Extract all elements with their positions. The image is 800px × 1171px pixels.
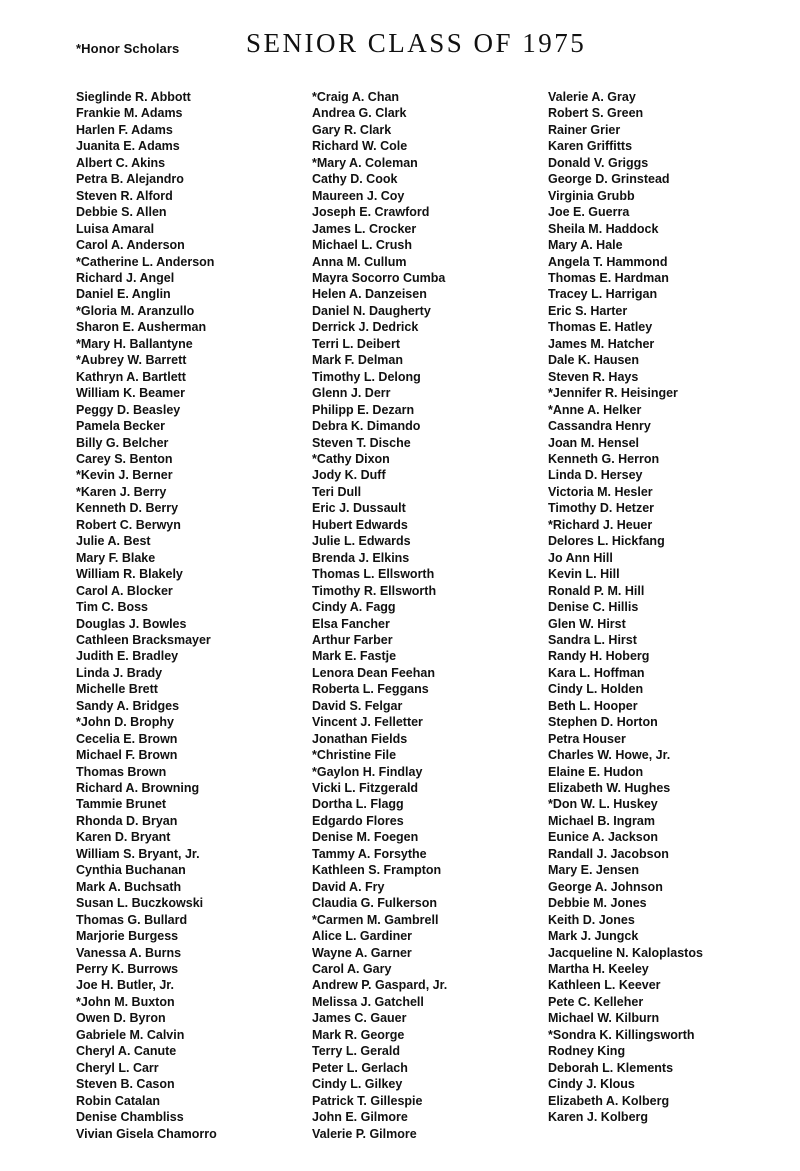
student-name: Steven R. Alford bbox=[76, 188, 173, 203]
student-name: Thomas E. Hardman bbox=[548, 270, 669, 285]
student-name: Joe H. Butler, Jr. bbox=[76, 978, 174, 993]
student-name: Mayra Socorro Cumba bbox=[312, 270, 446, 285]
student-name: *Sondra K. Killingsworth bbox=[548, 1027, 695, 1042]
student-name: Jo Ann Hill bbox=[548, 550, 613, 565]
page-title: SENIOR CLASS OF 1975 bbox=[246, 28, 587, 58]
honor-scholars-note: *Honor Scholars bbox=[76, 41, 180, 56]
student-name: *Gloria M. Aranzullo bbox=[76, 303, 195, 318]
student-name: Kathryn A. Bartlett bbox=[76, 369, 186, 384]
student-name: Carey S. Benton bbox=[76, 451, 173, 466]
student-name: Daniel N. Daugherty bbox=[312, 303, 431, 318]
student-name: James L. Crocker bbox=[312, 221, 417, 236]
student-name: Debbie M. Jones bbox=[548, 896, 647, 911]
student-name: Eric J. Dussault bbox=[312, 501, 406, 516]
student-name: Vanessa A. Burns bbox=[76, 945, 182, 960]
student-name: Edgardo Flores bbox=[312, 813, 404, 828]
student-name: Keith D. Jones bbox=[548, 912, 635, 927]
student-name: Virginia Grubb bbox=[548, 188, 635, 203]
student-name: Maureen J. Coy bbox=[312, 188, 405, 203]
student-name: Peggy D. Beasley bbox=[76, 402, 181, 417]
student-name: Kenneth D. Berry bbox=[76, 501, 179, 516]
student-name: Derrick J. Dedrick bbox=[312, 320, 419, 335]
student-name: Sieglinde R. Abbott bbox=[76, 90, 191, 104]
student-name: Thomas G. Bullard bbox=[76, 912, 188, 927]
student-name: Susan L. Buczkowski bbox=[76, 896, 204, 911]
student-name: Carol A. Gary bbox=[312, 962, 392, 977]
student-name: Cassandra Henry bbox=[548, 419, 651, 434]
student-name: Glen W. Hirst bbox=[548, 616, 626, 631]
student-name: Sharon E. Ausherman bbox=[76, 320, 207, 335]
student-name: *Mary A. Coleman bbox=[312, 155, 418, 170]
student-name: Thomas L. Ellsworth bbox=[312, 567, 435, 582]
student-name: Cindy J. Klous bbox=[548, 1077, 635, 1092]
student-name: Richard J. Angel bbox=[76, 270, 175, 285]
student-name: Patrick T. Gillespie bbox=[312, 1093, 423, 1108]
student-name: Linda D. Hersey bbox=[548, 468, 643, 483]
student-name: Daniel E. Anglin bbox=[76, 287, 171, 302]
student-name: Luisa Amaral bbox=[76, 221, 155, 236]
student-name: James M. Hatcher bbox=[548, 336, 655, 351]
student-name: Julie A. Best bbox=[76, 534, 151, 549]
student-name: Marjorie Burgess bbox=[76, 929, 179, 944]
student-name: Mark F. Delman bbox=[312, 353, 404, 368]
student-name: *Craig A. Chan bbox=[312, 90, 400, 104]
student-name: Steven B. Cason bbox=[76, 1077, 175, 1092]
student-name: Wayne A. Garner bbox=[312, 945, 412, 960]
student-name: Donald V. Griggs bbox=[548, 155, 649, 170]
name-column-3 bbox=[548, 89, 703, 1126]
student-name: Mark J. Jungck bbox=[548, 929, 639, 944]
student-name: Carol A. Anderson bbox=[76, 238, 185, 253]
student-name: Linda J. Brady bbox=[76, 665, 163, 680]
student-name: Tammie Brunet bbox=[76, 797, 167, 812]
student-name: William R. Blakely bbox=[76, 567, 183, 582]
student-name: Terry L. Gerald bbox=[312, 1044, 400, 1059]
student-name: Lenora Dean Feehan bbox=[312, 665, 435, 680]
student-name: Vicki L. Fitzgerald bbox=[312, 781, 419, 796]
student-name: Steven T. Dische bbox=[312, 435, 411, 450]
student-name: Charles W. Howe, Jr. bbox=[548, 748, 671, 763]
student-name: Mark R. George bbox=[312, 1027, 405, 1042]
student-name: George A. Johnson bbox=[548, 879, 663, 894]
student-name: Jacqueline N. Kaloplastos bbox=[548, 945, 703, 960]
student-name: Perry K. Burrows bbox=[76, 962, 179, 977]
student-name: Timothy D. Hetzer bbox=[548, 501, 655, 516]
student-name: Peter L. Gerlach bbox=[312, 1060, 408, 1075]
student-name: Cathleen Bracksmayer bbox=[76, 632, 211, 647]
student-name: *Carmen M. Gambrell bbox=[312, 912, 439, 927]
student-name: Cindy L. Gilkey bbox=[312, 1077, 403, 1092]
student-name: *Kevin J. Berner bbox=[76, 468, 173, 483]
student-name: Robert C. Berwyn bbox=[76, 517, 181, 532]
student-name: Helen A. Danzeisen bbox=[312, 287, 427, 302]
student-name: Andrea G. Clark bbox=[312, 106, 407, 121]
student-name: Anna M. Cullum bbox=[312, 254, 407, 269]
student-name: Carol A. Blocker bbox=[76, 583, 173, 598]
student-name: Ronald P. M. Hill bbox=[548, 583, 645, 598]
name-column-1 bbox=[76, 89, 217, 1142]
student-name: Petra Houser bbox=[548, 731, 626, 746]
student-name: *Aubrey W. Barrett bbox=[76, 353, 187, 368]
student-name: Roberta L. Feggans bbox=[312, 682, 429, 697]
student-name: Mary F. Blake bbox=[76, 550, 156, 565]
student-name: Melissa J. Gatchell bbox=[312, 994, 424, 1009]
student-name: George D. Grinstead bbox=[548, 172, 670, 187]
student-name: *Anne A. Helker bbox=[548, 402, 642, 417]
student-name: Judith E. Bradley bbox=[76, 649, 179, 664]
student-name: Teri Dull bbox=[312, 484, 362, 499]
student-name: Kara L. Hoffman bbox=[548, 665, 645, 680]
student-name: Albert C. Akins bbox=[76, 155, 166, 170]
student-name: Rodney King bbox=[548, 1044, 626, 1059]
student-name: Elizabeth A. Kolberg bbox=[548, 1093, 670, 1108]
student-name: *John M. Buxton bbox=[76, 994, 175, 1009]
student-name: Dortha L. Flagg bbox=[312, 797, 404, 812]
student-name: *Karen J. Berry bbox=[76, 484, 167, 499]
student-name: Valerie P. Gilmore bbox=[312, 1126, 417, 1141]
student-name: Karen J. Kolberg bbox=[548, 1110, 649, 1125]
student-name: Joe E. Guerra bbox=[548, 205, 630, 220]
student-name: Steven R. Hays bbox=[548, 369, 639, 384]
student-name: Timothy L. Delong bbox=[312, 369, 421, 384]
student-name: Billy G. Belcher bbox=[76, 435, 169, 450]
student-name: Eunice A. Jackson bbox=[548, 830, 658, 845]
student-name: Eric S. Harter bbox=[548, 303, 628, 318]
student-name: Terri L. Deibert bbox=[312, 336, 400, 351]
student-name: Stephen D. Horton bbox=[548, 715, 658, 730]
student-name: Randall J. Jacobson bbox=[548, 846, 669, 861]
student-name: Elsa Fancher bbox=[312, 616, 390, 631]
student-name: Denise C. Hillis bbox=[548, 600, 639, 615]
student-name: *Jennifer R. Heisinger bbox=[548, 386, 678, 401]
student-name: Claudia G. Fulkerson bbox=[312, 896, 438, 911]
student-name: Glenn J. Derr bbox=[312, 386, 391, 401]
student-name: Debbie S. Allen bbox=[76, 205, 167, 220]
student-name: Douglas J. Bowles bbox=[76, 616, 187, 631]
student-name: Richard A. Browning bbox=[76, 781, 200, 796]
student-name: Sandy A. Bridges bbox=[76, 698, 180, 713]
student-name: Cheryl A. Canute bbox=[76, 1044, 177, 1059]
student-name: Michael L. Crush bbox=[312, 238, 413, 253]
student-name: *Mary H. Ballantyne bbox=[76, 336, 193, 351]
student-name: *Don W. L. Huskey bbox=[548, 797, 658, 812]
name-column-2 bbox=[312, 89, 447, 1142]
student-name: Pete C. Kelleher bbox=[548, 994, 644, 1009]
student-name: James C. Gauer bbox=[312, 1011, 407, 1026]
student-name: *Catherine L. Anderson bbox=[76, 254, 215, 269]
student-name: Tammy A. Forsythe bbox=[312, 846, 427, 861]
student-name: Cheryl L. Carr bbox=[76, 1060, 159, 1075]
student-name: David S. Felgar bbox=[312, 698, 403, 713]
student-name: Vincent J. Felletter bbox=[312, 715, 423, 730]
student-name: David A. Fry bbox=[312, 879, 385, 894]
student-name: Hubert Edwards bbox=[312, 517, 408, 532]
student-name: Arthur Farber bbox=[312, 632, 393, 647]
student-name: Cindy A. Fagg bbox=[312, 600, 396, 615]
student-name: Angela T. Hammond bbox=[548, 254, 668, 269]
student-name: Andrew P. Gaspard, Jr. bbox=[312, 978, 448, 993]
student-name: Robert S. Green bbox=[548, 106, 644, 121]
student-name: Pamela Becker bbox=[76, 419, 165, 434]
student-name: Victoria M. Hesler bbox=[548, 484, 653, 499]
student-name: Joan M. Hensel bbox=[548, 435, 639, 450]
student-name: Valerie A. Gray bbox=[548, 90, 636, 104]
student-name: Jody K. Duff bbox=[312, 468, 386, 483]
student-name: Richard W. Cole bbox=[312, 139, 408, 154]
student-name: Petra B. Alejandro bbox=[76, 172, 184, 187]
student-name: Philipp E. Dezarn bbox=[312, 402, 415, 417]
student-name: Deborah L. Klements bbox=[548, 1060, 674, 1075]
student-name: John E. Gilmore bbox=[312, 1110, 408, 1125]
student-name: Harlen F. Adams bbox=[76, 122, 173, 137]
student-name: Alice L. Gardiner bbox=[312, 929, 413, 944]
student-name: Denise M. Foegen bbox=[312, 830, 419, 845]
student-name: Sheila M. Haddock bbox=[548, 221, 659, 236]
student-name: Mark A. Buchsath bbox=[76, 879, 182, 894]
student-name: Dale K. Hausen bbox=[548, 353, 640, 368]
student-name: Gary R. Clark bbox=[312, 122, 392, 137]
student-name: Michael F. Brown bbox=[76, 748, 178, 763]
student-name: Thomas E. Hatley bbox=[548, 320, 653, 335]
student-name: Rainer Grier bbox=[548, 122, 621, 137]
student-name: Michael B. Ingram bbox=[548, 813, 655, 828]
student-name: Vivian Gisela Chamorro bbox=[76, 1126, 217, 1141]
student-name: Karen D. Bryant bbox=[76, 830, 171, 845]
student-name: Jonathan Fields bbox=[312, 731, 408, 746]
student-name: Kenneth G. Herron bbox=[548, 451, 660, 466]
student-name: Elaine E. Hudon bbox=[548, 764, 644, 779]
student-name: Mary E. Jensen bbox=[548, 863, 640, 878]
student-name: Rhonda D. Bryan bbox=[76, 813, 178, 828]
student-name: Mark E. Fastje bbox=[312, 649, 397, 664]
student-name: Joseph E. Crawford bbox=[312, 205, 430, 220]
student-name: Sandra L. Hirst bbox=[548, 632, 637, 647]
student-name: Martha H. Keeley bbox=[548, 962, 649, 977]
student-name: *Cathy Dixon bbox=[312, 451, 390, 466]
student-name: Delores L. Hickfang bbox=[548, 534, 665, 549]
student-name: *Gaylon H. Findlay bbox=[312, 764, 423, 779]
student-name: Julie L. Edwards bbox=[312, 534, 411, 549]
student-name: *John D. Brophy bbox=[76, 715, 174, 730]
student-name: Beth L. Hooper bbox=[548, 698, 638, 713]
student-name: Tracey L. Harrigan bbox=[548, 287, 658, 302]
student-name: Timothy R. Ellsworth bbox=[312, 583, 437, 598]
student-name: Randy H. Hoberg bbox=[548, 649, 650, 664]
student-name: Thomas Brown bbox=[76, 764, 167, 779]
student-name: Frankie M. Adams bbox=[76, 106, 183, 121]
student-name: *Christine File bbox=[312, 748, 397, 763]
student-name: Kathleen S. Frampton bbox=[312, 863, 442, 878]
student-name: *Richard J. Heuer bbox=[548, 517, 653, 532]
student-name: Michael W. Kilburn bbox=[548, 1011, 660, 1026]
student-name: William S. Bryant, Jr. bbox=[76, 846, 200, 861]
student-name: Owen D. Byron bbox=[76, 1011, 166, 1026]
student-name: Tim C. Boss bbox=[76, 600, 149, 615]
student-name: Cathy D. Cook bbox=[312, 172, 398, 187]
student-name: Robin Catalan bbox=[76, 1093, 161, 1108]
student-name: Cecelia E. Brown bbox=[76, 731, 178, 746]
student-name: Denise Chambliss bbox=[76, 1110, 184, 1125]
student-name: Juanita E. Adams bbox=[76, 139, 180, 154]
student-name: William K. Beamer bbox=[76, 386, 185, 401]
student-name: Cindy L. Holden bbox=[548, 682, 644, 697]
student-name: Mary A. Hale bbox=[548, 238, 623, 253]
student-name: Cynthia Buchanan bbox=[76, 863, 186, 878]
student-name: Elizabeth W. Hughes bbox=[548, 781, 671, 796]
student-name: Debra K. Dimando bbox=[312, 419, 421, 434]
student-name: Brenda J. Elkins bbox=[312, 550, 410, 565]
student-name: Kevin L. Hill bbox=[548, 567, 620, 582]
student-name: Gabriele M. Calvin bbox=[76, 1027, 185, 1042]
student-name: Karen Griffitts bbox=[548, 139, 633, 154]
student-name: Kathleen L. Keever bbox=[548, 978, 661, 993]
student-name: Michelle Brett bbox=[76, 682, 158, 697]
